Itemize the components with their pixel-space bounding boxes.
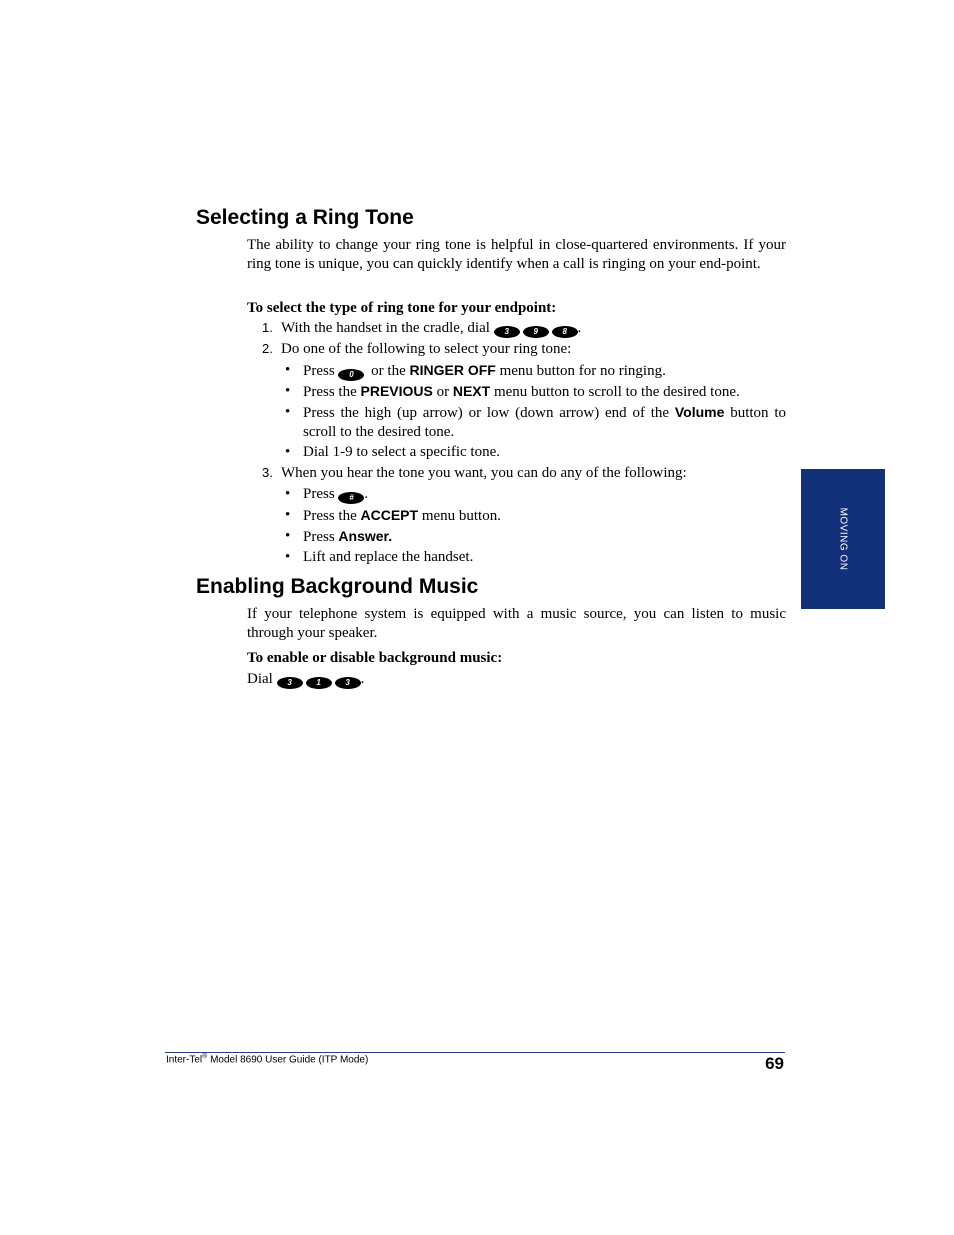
- button-label: Volume: [674, 404, 725, 420]
- dial-key-icon: 0: [338, 369, 364, 381]
- step-2: 2. Do one of the following to select your ring tone:: [262, 341, 572, 357]
- dial-key-icon: 9: [523, 326, 549, 338]
- bullet-icon: •: [285, 507, 291, 523]
- side-tab: [801, 469, 885, 609]
- button-label: NEXT: [452, 383, 491, 399]
- bullet-icon: •: [285, 549, 291, 565]
- list-item: • Press Answer.: [285, 528, 393, 545]
- background-music-procedure-title: To enable or disable background music:: [247, 650, 503, 666]
- button-label: RINGER OFF: [409, 362, 496, 378]
- list-item: • Press the PREVIOUS or NEXT menu button to scroll to the desired tone.: [285, 383, 740, 400]
- bullet-icon: •: [285, 486, 291, 502]
- dial-key-icon: 3: [335, 677, 361, 689]
- footer-text: Inter-Tel® Model 8690 User Guide (ITP Mode): [166, 1053, 369, 1066]
- dial-key-icon: 3: [494, 326, 520, 338]
- dial-instruction: Dial 3 1 3 .: [247, 671, 365, 687]
- step-1: 1. With the handset in the cradle, dial 3 9 8 .: [262, 320, 582, 336]
- list-item: • Press 0 or the RINGER OFF menu button for no ringing.: [285, 362, 666, 379]
- list-item: • Lift and replace the handset.: [285, 549, 474, 565]
- background-music-intro: If your telephone system is equipped with a music source, you can listen to music through your speaker.: [247, 606, 786, 641]
- bullet-icon: •: [285, 404, 291, 420]
- bullet-icon: •: [285, 444, 291, 460]
- section-title-background-music: Enabling Background Music: [196, 575, 479, 598]
- step-3: 3. When you hear the tone you want, you can do any of the following:: [262, 465, 687, 481]
- button-label: Answer: [338, 528, 389, 544]
- ring-tone-intro: The ability to change your ring tone is helpful in close-quartered environments. If your ring tone is unique, you can quickly identify when a call is ringing on your end-point.: [247, 237, 786, 272]
- bullet-icon: •: [285, 528, 291, 544]
- list-item: • Press the ACCEPT menu button.: [285, 507, 501, 524]
- button-label: PREVIOUS: [360, 383, 433, 399]
- button-label: ACCEPT: [360, 507, 419, 523]
- ring-tone-procedure-title: To select the type of ring tone for your endpoint:: [247, 300, 557, 316]
- dial-key-icon: 8: [552, 326, 578, 338]
- dial-key-icon: 1: [306, 677, 332, 689]
- list-item: • Press # .: [285, 486, 369, 502]
- bullet-icon: •: [285, 362, 291, 378]
- page-number: 69: [765, 1054, 784, 1073]
- dial-key-icon: 3: [277, 677, 303, 689]
- section-title-ring-tone: Selecting a Ring Tone: [196, 206, 414, 229]
- list-item: • Press the high (up arrow) or low (down arrow) end of the Volume button to scroll to the desired tone.: [285, 404, 786, 440]
- bullet-icon: •: [285, 383, 291, 399]
- side-tab-label: MOVING ON: [837, 507, 849, 571]
- list-item: • Dial 1-9 to select a specific tone.: [285, 444, 501, 460]
- dial-key-icon: #: [338, 492, 364, 504]
